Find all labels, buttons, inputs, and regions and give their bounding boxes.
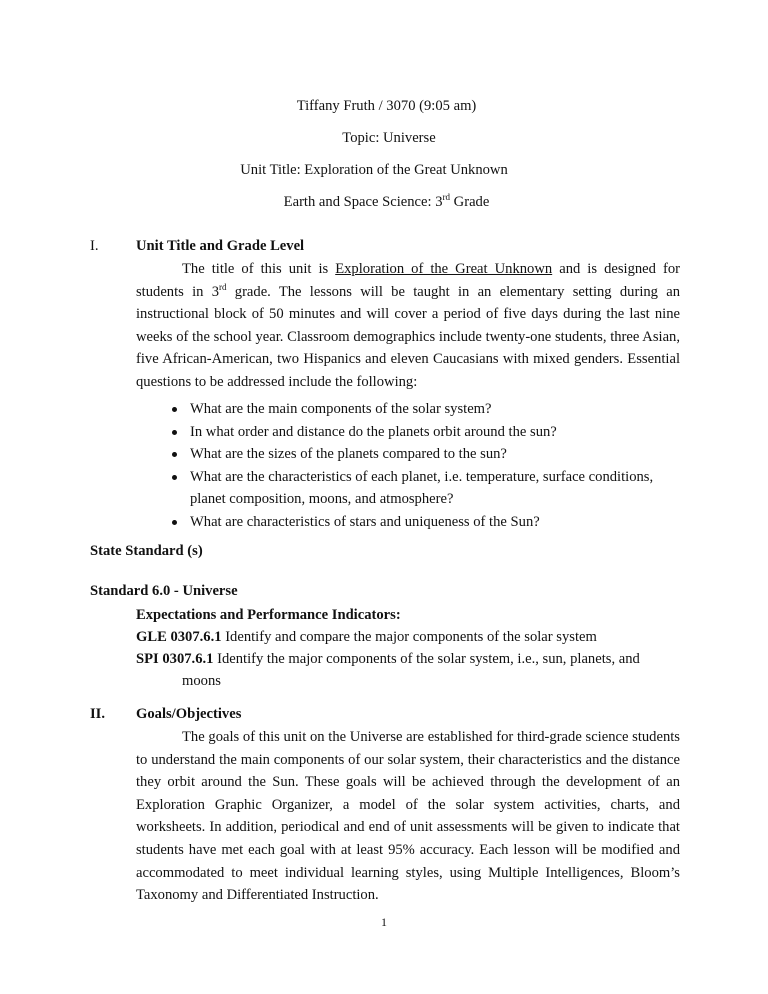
list-item: In what order and distance do the planets orbit around the sun? (170, 421, 682, 444)
gle-line (136, 626, 597, 649)
state-standard-heading: State Standard (s) (90, 543, 203, 559)
spi-line (136, 648, 640, 671)
section-2-title: Goals/Objectives (136, 706, 242, 722)
section-1-text-c: grade. The lessons will be taught in an elementary setting during an instructional block of 50 minutes and will cover a period of five days during the last nine weeks of the school year. Classroom demographics include twenty-one students, three Asian, five African-American, two Hispanics and eleven Caucasians with mixed genders. Essential questions to be addressed include the following: (136, 283, 681, 390)
spi-continuation: moons (182, 673, 221, 689)
subject-suffix: Grade (450, 194, 490, 210)
unit-title-line: Unit Title: Exploration of the Great Unknown (240, 162, 508, 178)
standard-title: Standard 6.0 - Universe (90, 583, 238, 599)
author-line: Tiffany Fruth / 3070 (9:05 am) (296, 98, 477, 114)
essential-questions-list (170, 398, 682, 533)
section-1-paragraph (136, 258, 680, 394)
list-item: What are the main components of the solar system? (170, 398, 682, 421)
subject-superscript: rd (442, 192, 451, 202)
section-2-text: The goals of this unit on the Universe are established for third-grade science students to understand the main components of our solar system, their characteristics and the distance they orbit around the Sun. These goals will be achieved through the development of an Exploration Graphic Organizer, a model of the solar system activities, charts, and worksheets. In addition, periodical and end of unit assessments will be given to indicate that students have met each goal with at least 95% accuracy. Each lesson will be modified and accommodated to meet individual learning styles, using Multiple Intelligences, Bloom’s Taxonomy and Differentiated Instruction. (136, 729, 680, 904)
list-item: What are the sizes of the planets compared to the sun? (170, 443, 682, 466)
spi-code: SPI 0307.6.1 (136, 651, 214, 667)
unit-title-underlined: Exploration of the Great Unknown (335, 261, 553, 277)
subject-prefix: Earth and Space Science: 3 (283, 194, 443, 210)
page-number: 1 (381, 915, 387, 929)
list-item: What are characteristics of stars and uniqueness of the Sun? (170, 511, 682, 534)
gle-code: GLE 0307.6.1 (136, 629, 222, 645)
section-1-text-b: and is designed for students in 3 (136, 261, 680, 300)
spi-text: Identify the major components of the solar system, i.e., sun, planets, and (213, 651, 640, 667)
expectations-heading: Expectations and Performance Indicators: (136, 607, 401, 623)
list-item: What are the characteristics of each planet, i.e. temperature, surface conditions, planet composition, moons, and atmosphere? (170, 466, 682, 511)
section-1-text-a: The title of this unit is (182, 261, 336, 277)
topic-line: Topic: Universe (342, 130, 436, 146)
section-2-numeral: II. (90, 706, 106, 722)
document-header (0, 90, 768, 218)
grade-superscript: rd (219, 281, 227, 292)
section-2-paragraph (136, 726, 680, 907)
subject-line (5, 186, 768, 218)
gle-text: Identify and compare the major components of the solar system (221, 629, 597, 645)
section-1-title: Unit Title and Grade Level (136, 238, 305, 254)
section-1-numeral: I. (90, 238, 99, 254)
